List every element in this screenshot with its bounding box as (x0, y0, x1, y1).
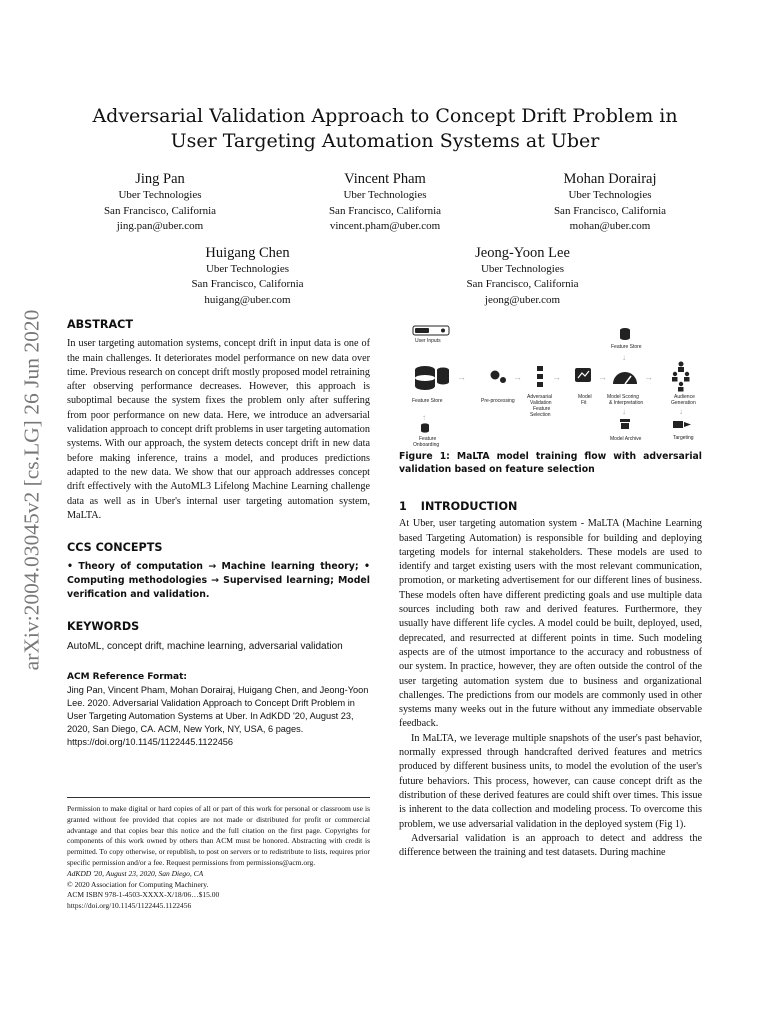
author (295, 170, 475, 235)
arxiv-sidebar (10, 270, 54, 710)
adv-validation-label-4: Selection (530, 412, 551, 418)
figure-caption: Figure 1: MaLTA model training flow with adversarial validation based on feature selection (399, 451, 702, 475)
section-number: 1 (399, 500, 407, 513)
model-fit-label-2: Fit (581, 400, 587, 406)
author-email[interactable]: huigang@uber.com (204, 293, 291, 306)
paper-title: Adversarial Validation Approach to Concept Drift Problem in User Targeting Automation Systems at Uber (92, 105, 678, 152)
author-location: San Francisco, California (191, 278, 304, 290)
arrow-icon: → (513, 372, 522, 382)
copyright-text: © 2020 Association for Computing Machinery. (67, 879, 209, 889)
malta-flow-figure (399, 318, 699, 450)
user-inputs-icon (413, 326, 449, 335)
audience-gen-label-2: Generation (671, 400, 696, 406)
left-column (67, 318, 370, 749)
author-name: Huigang Chen (205, 244, 290, 261)
audience-gen-label-1: Audience (674, 394, 695, 400)
model-archive-label: Model Archive (610, 436, 642, 442)
arxiv-id: arXiv:2004.03045v2 [cs.LG] 26 Jun 2020 (19, 309, 44, 671)
author-name: Jeong-Yoon Lee (475, 244, 570, 261)
author-row-1 (70, 170, 700, 235)
keywords-heading: KEYWORDS (67, 620, 140, 634)
author-email[interactable]: jing.pan@uber.com (116, 220, 204, 232)
adv-validation-label-2: Validation (530, 400, 552, 406)
arrow-icon: → (644, 372, 653, 382)
arrow-icon: → (598, 372, 607, 382)
author-name: Jing Pan (135, 171, 185, 187)
author (70, 170, 250, 235)
acm-reference-text: Jing Pan, Vincent Pham, Mohan Dorairaj, Huigang Chen, and Jeong-Yoon Lee. 2020. Adversarial Validation Approach to Concept Drift Problem in User Targeting Automation Systems at Uber. In AdKDD '20, August 23, 2020, San Diego, CA. ACM, New York, NY, USA, 6 pages. https://doi.org/10.1145/1122445.1122456 (67, 684, 369, 747)
abstract-heading: ABSTRACT (67, 318, 133, 331)
gears-icon (491, 371, 507, 384)
archive-icon (620, 419, 630, 429)
author-row-2 (70, 244, 700, 309)
user-inputs-label: User Inputs (415, 338, 441, 344)
intro-paragraph-1: At Uber, user targeting automation system - MaLTA (Machine Learning based Targeting Automation) is responsible for building and deploying targeting models for internal stakeholders. These models are used to identify and target existing users with the most relevant communication, promotion, or marketing advertisement for our different lines of business. These models often have different predicting goals and use multiple data sources including both raw and derived features. Furthermore, they usually have different life cycles. A model could be built, deployed, used, deprecated, and resurrected at different points in time. Such modeling aspects are of the utmost importance to the accuracy and robustness of our system. In practice, however, they are often outside the control of the user targeting automation system due to business and organizational challenges. The predictions from our models are commonly used in other systems many weeks out in the future without any immediate observable feedback. (399, 518, 702, 730)
author-name: Vincent Pham (344, 171, 426, 187)
author-email[interactable]: jeong@uber.com (484, 293, 561, 306)
arrow-down-icon: ↓ (622, 407, 626, 416)
author-email[interactable]: vincent.pham@uber.com (329, 220, 441, 232)
keywords-text: AutoML, concept drift, machine learning, adversarial validation (67, 640, 343, 652)
arrow-up-icon: ↑ (422, 413, 426, 422)
author-name: Mohan Dorairaj (563, 171, 657, 187)
database-icon (620, 328, 630, 340)
author-org: Uber Technologies (205, 262, 290, 275)
copyright-footnote (67, 797, 370, 912)
author-location: San Francisco, California (466, 278, 579, 290)
model-fit-label-1: Model (578, 394, 592, 400)
preprocessing-label: Pre-processing (481, 398, 515, 404)
venue-text: AdKDD '20, August 23, 2020, San Diego, CA (67, 868, 204, 878)
author (158, 244, 338, 309)
intro-heading (399, 500, 702, 514)
doi-link[interactable]: https://doi.org/10.1145/1122445.1122456 (67, 901, 192, 911)
intro-paragraph-3: Adversarial validation is an approach to detect and address the difference between the training and test datasets. During machine (399, 832, 702, 859)
section-title: INTRODUCTION (420, 500, 518, 513)
author-email[interactable]: mohan@uber.com (569, 220, 651, 232)
database-icon (421, 423, 429, 432)
author (433, 244, 613, 309)
author-org: Uber Technologies (343, 189, 427, 201)
arrow-down-icon: ↓ (622, 353, 626, 362)
gauge-icon (613, 372, 637, 384)
arrow-icon: → (552, 372, 561, 382)
audience-icon (672, 362, 690, 392)
right-column (399, 318, 702, 860)
feature-onboarding-label-2: Onboarding (413, 442, 440, 448)
arrow-down-icon: ↓ (679, 407, 683, 416)
adv-validation-label-1: Adversarial (527, 394, 553, 400)
model-scoring-label-2: & Interpretation (609, 400, 644, 406)
ccs-text: • Theory of computation → Machine learning theory; • Computing methodologies → Supervised learning; Model verification and validation. (67, 561, 370, 601)
intro-paragraph-2: In MaLTA, we leverage multiple snapshots of the user's past behavior, normally expressed through handcrafted derived features and metrics produced by different business units, to model the evolution of the user's future behaviors. This process, however, can cause concept drift as the distribution of these derived features are could shift over times. This issue is inherent to the data collection and modeling process. To overcome this problem, we use adversarial validation in the deployed system (Fig 1). (399, 732, 702, 830)
author-block (70, 170, 700, 308)
feature-store-top-label: Feature Store (611, 344, 642, 350)
abstract-text: In user targeting automation systems, concept drift in input data is one of the main challenges. It deteriorates model performance on new data over time. Previous research on concept drift mostly proposed model retraining after observing performance decreases. However, this approach is suboptimal because the system fixes the problem only after suffering from poor performance on new data. Here, we introduce an adversarial validation approach to concept drift problems in user targeting automation systems. With our approach, the system detects concept drift in new data before making inference, trains a model, and produces predictions adapted to the new data. We show that our approach addresses concept drift effectively with the AutoML3 Lifelong Machine Learning challenge data as well as in Uber's internal user targeting automation system, MaLTA. (67, 338, 370, 521)
author-org: Uber Technologies (568, 189, 652, 201)
feature-onboarding-label-1: Feature (419, 436, 437, 442)
model-scoring-label-1: Model Scoring (607, 394, 639, 400)
author (520, 170, 700, 235)
adv-validation-label-3: Feature (533, 406, 551, 412)
author-location: San Francisco, California (103, 204, 217, 217)
checklist-icon (537, 366, 543, 387)
author-location: San Francisco, California (328, 204, 442, 217)
arrow-icon: → (457, 372, 466, 382)
targeting-label: Targeting (673, 435, 694, 441)
database-icon (415, 366, 449, 390)
feature-store-label: Feature Store (412, 398, 443, 404)
ccs-heading: CCS CONCEPTS (67, 541, 163, 555)
author-location: San Francisco, California (553, 204, 667, 217)
author-org: Uber Technologies (480, 262, 565, 275)
isbn-text: ACM ISBN 978-1-4503-XXXX-X/18/06…$15.00 (67, 890, 220, 900)
model-fit-icon (575, 368, 591, 382)
targeting-icon (673, 421, 691, 428)
author-org: Uber Technologies (118, 189, 202, 201)
permission-text: Permission to make digital or hard copies of all or part of this work for personal or classroom use is granted without fee provided that copies are not made or distributed for profit or commercial advantage and that copies bear this notice and the full citation on the first page. Copyrights for components of this work owned by others than ACM must be honored. Abstracting with credit is permitted. To copy otherwise, or republish, to post on servers or to redistribute to lists, requires prior specific permission and/or a fee. Request permissions from permissions@acm.org. (67, 804, 370, 867)
acm-reference (67, 670, 370, 749)
acm-reference-heading: ACM Reference Format: (67, 671, 187, 682)
